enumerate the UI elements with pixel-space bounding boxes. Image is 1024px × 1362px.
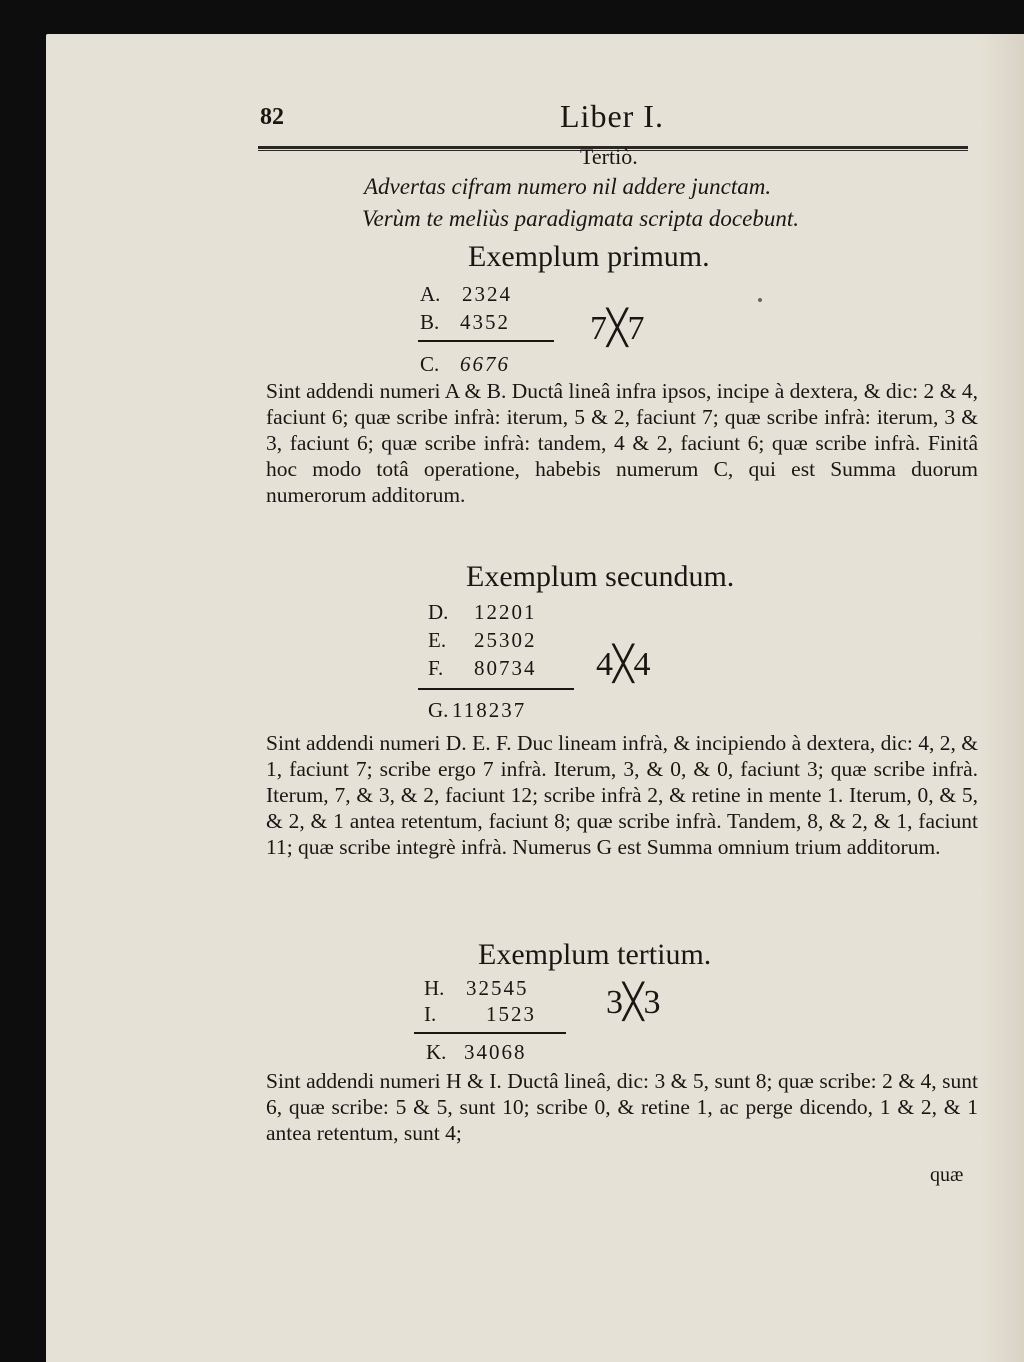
sum-value: 34068 [464,1040,527,1064]
example-heading-2: Exemplum secundum. [466,560,735,593]
book-page [46,34,1024,1362]
verse-line-2: Verùm te meliùs paradigmata scripta docebunt. [362,206,799,231]
facing-page-edge [978,34,1024,1362]
addend-value: 4352 [460,310,510,334]
addend-label: E. [428,628,447,652]
example-heading-1: Exemplum primum. [468,240,710,273]
running-title: Liber I. [560,98,664,134]
explanation-paragraph-2: Sint addendi numeri D. E. F. Duc lineam infrà, & incipiendo à dextera, dic: 4, 2, & 1, faciunt 7; scribe ergo 7 infrà. Iterum, 3, & 0, & 0, faciunt 3; quæ scribe infrà. Iterum, 7, & 3, & 2, faciunt 12; scribe infrà 2, & retine in mente 1. Iterum, 0, & 5, & 2, & 1 antea retentum, faciunt 8; quæ scribe infrà. Tandem, 8, & 2, & 1, faciunt 11; quæ scribe integrè infrà. Numerus G est Summa omnium trium additorum. [266,731,978,859]
addend-label: A. [420,282,441,306]
sum-value: 6676 [460,352,510,376]
sum-label: G. [428,698,449,722]
verse-line-1: Advertas cifram numero nil addere junctam. [364,174,772,199]
sum-line [414,1032,566,1034]
addend-value: 1523 [486,1002,536,1026]
cross-check-mark: 3╳3 [606,984,661,1021]
sum-label: K. [426,1040,447,1064]
sum-line [418,340,554,342]
section-title: Tertiò. [580,144,638,169]
ink-speck [758,298,762,302]
addend-label: H. [424,976,445,1000]
sum-label: C. [420,352,440,376]
addend-label: B. [420,310,440,334]
page-number: 82 [260,104,284,130]
explanation-paragraph-1: Sint addendi numeri A & B. Ductâ lineâ infra ipsos, incipe à dextera, & dic: 2 & 4, faciunt 6; quæ scribe infrà: iterum, 5 & 2, faciunt 7; quæ scribe infrà: iterum, 3 & 3, faciunt 6; quæ scribe infrà: tandem, 4 & 2, faciunt 6; quæ scribe infrà. Finitâ hoc modo totâ operatione, habebis numerum C, qui est Summa duorum numerorum additorum. [266,379,978,507]
cross-check-mark: 7╳7 [590,310,645,347]
addend-value: 2324 [462,282,512,306]
cross-check-mark: 4╳4 [596,646,651,683]
addend-value: 32545 [466,976,529,1000]
sum-value: 118237 [452,698,527,722]
addend-label: D. [428,600,449,624]
addend-value: 80734 [474,656,537,680]
addend-value: 12201 [474,600,537,624]
addend-label: F. [428,656,444,680]
addend-value: 25302 [474,628,537,652]
explanation-paragraph-3: Sint addendi numeri H & I. Ductâ lineâ, dic: 3 & 5, sunt 8; quæ scribe: 2 & 4, sunt 6, quæ scribe: 5 & 5, sunt 10; scribe 0, & retine 1, ac perge dicendo, 1 & 2, & 1 antea retentum, sunt 4; [266,1069,978,1145]
addend-label: I. [424,1002,437,1026]
sum-line [418,688,574,690]
catchword: quæ [930,1164,964,1186]
example-heading-3: Exemplum tertium. [478,938,712,971]
